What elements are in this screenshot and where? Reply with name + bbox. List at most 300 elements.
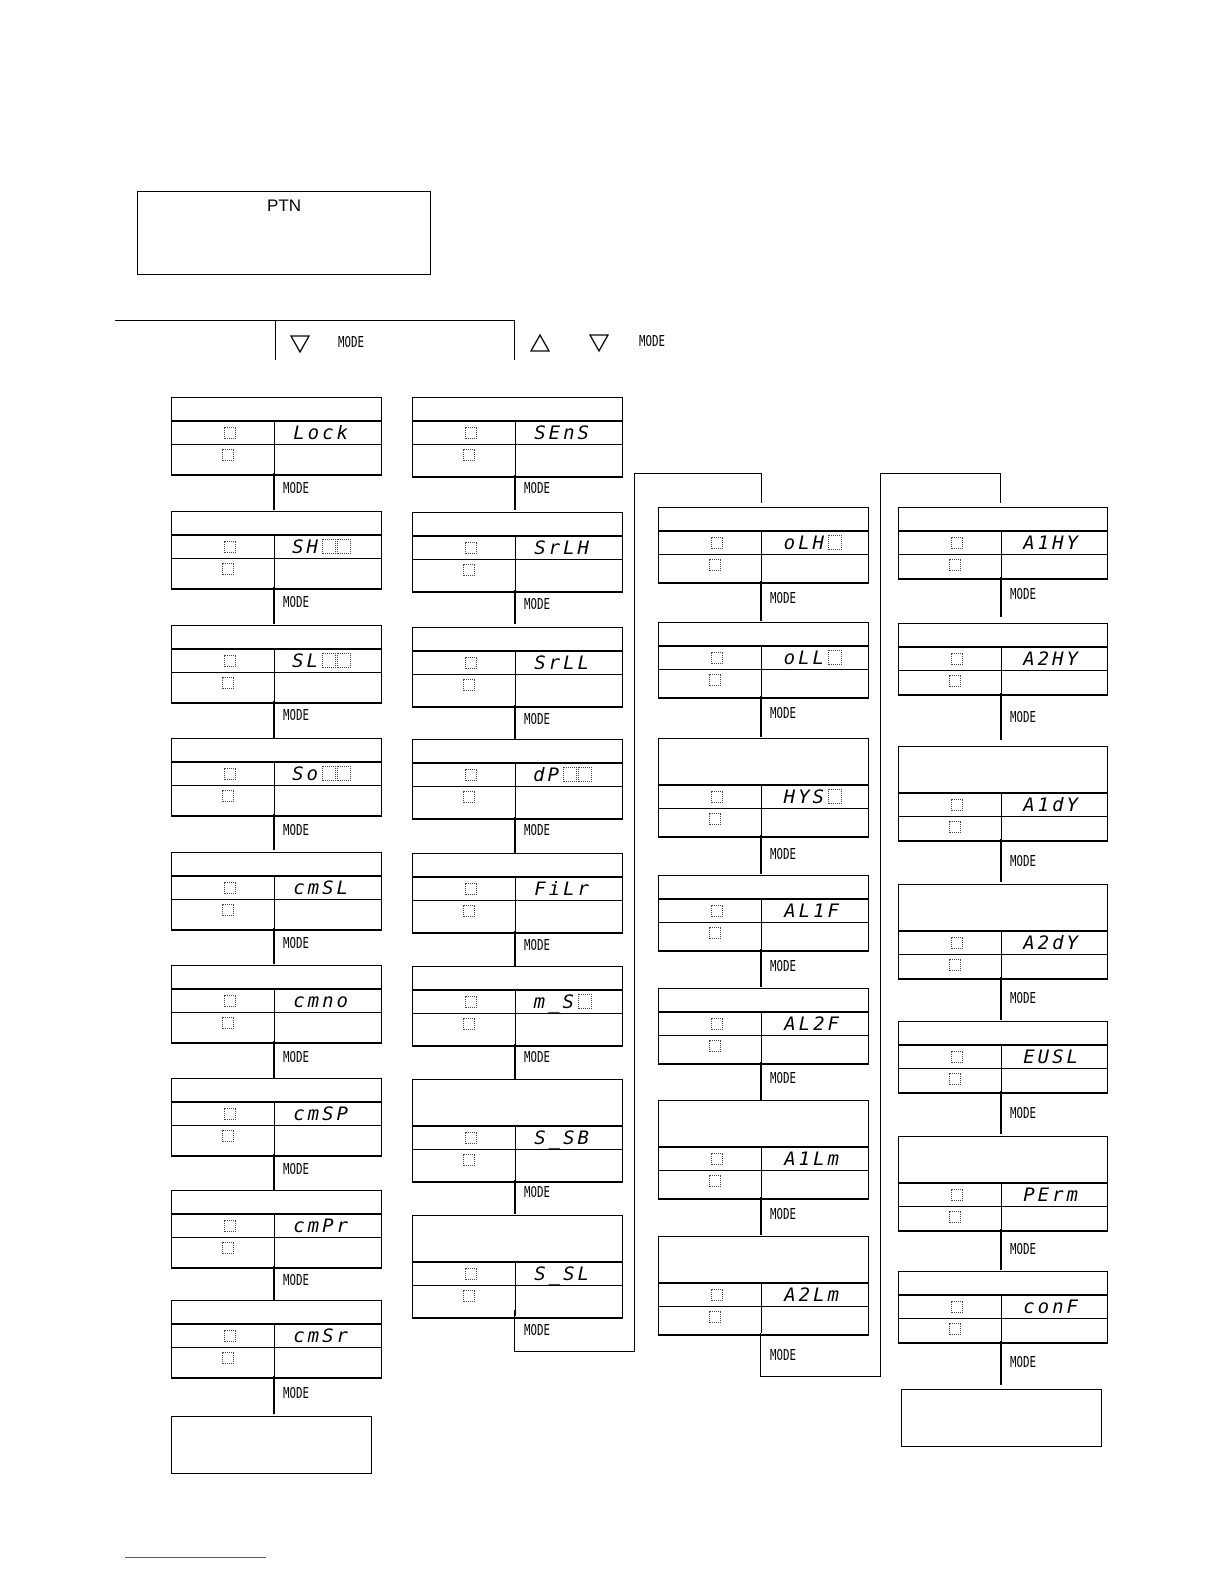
indicator-square-icon bbox=[711, 791, 723, 803]
card-divider bbox=[515, 764, 516, 788]
card-row-value bbox=[413, 900, 622, 931]
mode-key-label: MODE bbox=[283, 1384, 310, 1402]
digit-placeholder-icon bbox=[337, 766, 351, 781]
parameter-code-text: AL1F bbox=[784, 900, 842, 922]
indicator-square-icon bbox=[222, 1242, 234, 1254]
parameter-code bbox=[784, 901, 842, 921]
flow-connector bbox=[514, 1180, 516, 1214]
down-key-icon bbox=[289, 334, 311, 354]
indicator-square-icon bbox=[222, 790, 234, 802]
parameter-code-text: SrLH bbox=[534, 537, 592, 559]
digit-placeholder-icon bbox=[322, 653, 336, 668]
parameter-code bbox=[1023, 1297, 1081, 1317]
indicator-square-icon bbox=[222, 677, 234, 689]
indicator-square-icon bbox=[463, 1154, 475, 1166]
parameter-code bbox=[293, 1326, 351, 1346]
down-key-icon bbox=[588, 333, 610, 353]
end-box-2 bbox=[901, 1389, 1102, 1447]
indicator-square-icon bbox=[222, 1017, 234, 1029]
digit-placeholder-icon bbox=[578, 767, 592, 782]
flow-connector bbox=[1000, 1341, 1002, 1385]
card-divider bbox=[761, 809, 762, 835]
indicator-square-icon bbox=[222, 904, 234, 916]
card-row-code bbox=[899, 930, 1107, 956]
parameter-code bbox=[534, 879, 592, 899]
menu-card bbox=[898, 623, 1108, 696]
mode-key-label: MODE bbox=[283, 934, 310, 952]
parameter-code-text: EUSL bbox=[1023, 1046, 1081, 1068]
mode-key-label: MODE bbox=[770, 1346, 797, 1364]
indicator-square-icon bbox=[949, 675, 961, 687]
flow-connector bbox=[273, 1266, 275, 1300]
card-row-value bbox=[899, 1318, 1107, 1341]
parameter-code bbox=[1023, 1185, 1081, 1205]
card-row-code bbox=[899, 1294, 1107, 1320]
mode-key-label: MODE bbox=[770, 704, 797, 722]
parameter-code-text: SrLL bbox=[534, 652, 592, 674]
indicator-square-icon bbox=[224, 427, 236, 439]
card-divider bbox=[1001, 955, 1002, 977]
mode-key-label: MODE bbox=[1010, 708, 1037, 726]
card-row-code bbox=[413, 1125, 622, 1151]
indicator-square-icon bbox=[465, 769, 477, 781]
card-divider bbox=[1001, 1184, 1002, 1208]
menu-card bbox=[658, 507, 869, 584]
indicator-square-icon bbox=[224, 541, 236, 553]
parameter-code bbox=[534, 423, 592, 443]
mode-key-label: MODE bbox=[1010, 1240, 1037, 1258]
parameter-code-text: A1Lm bbox=[784, 1148, 842, 1170]
parameter-code-text: cmno bbox=[293, 990, 351, 1012]
card-row-code bbox=[659, 1011, 868, 1037]
digit-placeholder-icon bbox=[337, 653, 351, 668]
flow-connector bbox=[760, 835, 762, 874]
menu-card bbox=[412, 397, 623, 478]
card-row-value bbox=[172, 899, 381, 928]
header-divider-2 bbox=[514, 320, 515, 360]
card-divider bbox=[515, 675, 516, 705]
indicator-square-icon bbox=[463, 449, 475, 461]
card-row-code bbox=[172, 648, 381, 674]
card-divider bbox=[274, 1103, 275, 1127]
connector-col4-top bbox=[880, 473, 1001, 474]
header-mode-label-1: MODE bbox=[338, 333, 365, 351]
card-row-code bbox=[172, 875, 381, 901]
card-row-value bbox=[172, 672, 381, 701]
flow-connector bbox=[273, 814, 275, 850]
mode-key-label: MODE bbox=[524, 479, 551, 497]
card-row-code bbox=[413, 876, 622, 902]
indicator-square-icon bbox=[465, 427, 477, 439]
indicator-square-icon bbox=[711, 1018, 723, 1030]
card-row-value bbox=[413, 786, 622, 817]
menu-card bbox=[658, 988, 869, 1065]
parameter-code-text: conF bbox=[1023, 1296, 1081, 1318]
card-row-code bbox=[172, 761, 381, 787]
card-row-code bbox=[172, 420, 381, 446]
parameter-code-text: S_SL bbox=[534, 1263, 592, 1285]
card-row-code bbox=[659, 784, 868, 810]
indicator-square-icon bbox=[709, 1040, 721, 1052]
parameter-code bbox=[293, 991, 351, 1011]
flow-connector bbox=[1000, 1091, 1002, 1134]
parameter-code-text: cmSr bbox=[293, 1325, 351, 1347]
connector-col3-bottom bbox=[760, 1376, 881, 1377]
parameter-code-text: SEnS bbox=[534, 422, 592, 444]
indicator-square-icon bbox=[465, 1268, 477, 1280]
card-divider bbox=[274, 673, 275, 701]
indicator-square-icon bbox=[711, 652, 723, 664]
mode-key-label: MODE bbox=[770, 1205, 797, 1223]
menu-card bbox=[898, 1136, 1108, 1232]
card-divider bbox=[515, 560, 516, 590]
card-divider bbox=[1001, 1069, 1002, 1091]
indicator-square-icon bbox=[224, 882, 236, 894]
card-row-code bbox=[899, 1182, 1107, 1208]
connector-col2-bottom bbox=[514, 1351, 634, 1352]
indicator-square-icon bbox=[465, 883, 477, 895]
menu-card bbox=[171, 1078, 382, 1157]
indicator-square-icon bbox=[951, 937, 963, 949]
parameter-code bbox=[784, 1285, 842, 1305]
menu-card bbox=[898, 1271, 1108, 1344]
indicator-square-icon bbox=[709, 674, 721, 686]
indicator-square-icon bbox=[463, 1018, 475, 1030]
parameter-code bbox=[293, 878, 351, 898]
indicator-square-icon bbox=[465, 1132, 477, 1144]
indicator-square-icon bbox=[222, 1130, 234, 1142]
parameter-code bbox=[784, 1149, 842, 1169]
parameter-code bbox=[784, 1014, 842, 1034]
menu-card bbox=[171, 625, 382, 704]
card-divider bbox=[515, 878, 516, 902]
card-divider bbox=[274, 763, 275, 787]
indicator-square-icon bbox=[463, 1290, 475, 1302]
parameter-code-text: cmSL bbox=[293, 877, 351, 899]
card-row-code bbox=[899, 646, 1107, 672]
mode-key-label: MODE bbox=[283, 1160, 310, 1178]
card-divider bbox=[761, 532, 762, 556]
card-row-code bbox=[413, 1261, 622, 1287]
card-row-value bbox=[413, 674, 622, 705]
menu-card bbox=[412, 1079, 623, 1183]
digit-placeholder-icon bbox=[828, 650, 842, 665]
flow-connector bbox=[273, 1041, 275, 1078]
card-row-value bbox=[413, 1013, 622, 1044]
indicator-square-icon bbox=[951, 1301, 963, 1313]
card-divider bbox=[1001, 817, 1002, 839]
indicator-square-icon bbox=[949, 1211, 961, 1223]
indicator-square-icon bbox=[711, 1153, 723, 1165]
card-row-code bbox=[413, 989, 622, 1015]
indicator-square-icon bbox=[709, 1175, 721, 1187]
flow-connector bbox=[514, 590, 516, 624]
flow-connector bbox=[273, 473, 275, 510]
card-divider bbox=[761, 900, 762, 924]
parameter-code bbox=[293, 423, 351, 443]
card-divider bbox=[515, 537, 516, 561]
card-row-code bbox=[172, 1101, 381, 1127]
flow-connector bbox=[273, 1154, 275, 1190]
card-divider bbox=[274, 990, 275, 1014]
flow-connector bbox=[273, 587, 275, 624]
flow-connector bbox=[1000, 1229, 1002, 1270]
card-row-code bbox=[899, 1044, 1107, 1070]
parameter-code bbox=[784, 648, 842, 668]
card-divider bbox=[274, 1325, 275, 1349]
card-row-value bbox=[659, 1035, 868, 1062]
indicator-square-icon bbox=[709, 813, 721, 825]
flow-connector bbox=[273, 701, 275, 738]
card-divider bbox=[1001, 1296, 1002, 1320]
menu-card bbox=[658, 875, 869, 952]
mode-key-label: MODE bbox=[524, 1183, 551, 1201]
indicator-square-icon bbox=[222, 563, 234, 575]
mode-key-label: MODE bbox=[1010, 1104, 1037, 1122]
card-row-code bbox=[413, 650, 622, 676]
indicator-square-icon bbox=[224, 1220, 236, 1232]
mode-key-label: MODE bbox=[283, 821, 310, 839]
card-divider bbox=[274, 1126, 275, 1154]
mode-key-label: MODE bbox=[283, 1048, 310, 1066]
card-divider bbox=[761, 555, 762, 581]
connector-col2-up bbox=[634, 473, 635, 1352]
mode-key-label: MODE bbox=[283, 479, 310, 497]
menu-card bbox=[658, 1100, 869, 1200]
digit-placeholder-icon bbox=[828, 535, 842, 550]
card-divider bbox=[761, 786, 762, 810]
card-divider bbox=[274, 422, 275, 446]
flow-connector bbox=[1000, 977, 1002, 1020]
parameter-code bbox=[534, 653, 592, 673]
mode-key-label: MODE bbox=[524, 710, 551, 728]
indicator-square-icon bbox=[224, 768, 236, 780]
parameter-code-text: FiLr bbox=[534, 878, 592, 900]
indicator-square-icon bbox=[949, 821, 961, 833]
mode-key-label: MODE bbox=[524, 595, 551, 613]
card-divider bbox=[761, 923, 762, 949]
parameter-code-text: AL2F bbox=[784, 1013, 842, 1035]
mode-key-label: MODE bbox=[524, 936, 551, 954]
card-divider bbox=[1001, 671, 1002, 693]
up-key-icon bbox=[529, 333, 551, 353]
card-divider bbox=[761, 1307, 762, 1333]
parameter-code-text: dP bbox=[533, 764, 562, 786]
parameter-code bbox=[1023, 533, 1081, 553]
digit-placeholder-icon bbox=[337, 539, 351, 554]
indicator-square-icon bbox=[709, 1311, 721, 1323]
indicator-square-icon bbox=[465, 996, 477, 1008]
mode-key-label: MODE bbox=[283, 593, 310, 611]
menu-card bbox=[898, 884, 1108, 980]
card-divider bbox=[274, 900, 275, 928]
digit-placeholder-icon bbox=[563, 767, 577, 782]
flow-connector bbox=[514, 817, 516, 853]
mode-key-label: MODE bbox=[1010, 989, 1037, 1007]
card-row-code bbox=[172, 1323, 381, 1349]
parameter-code bbox=[293, 1104, 351, 1124]
indicator-square-icon bbox=[711, 905, 723, 917]
card-divider bbox=[515, 901, 516, 931]
card-row-value bbox=[172, 1012, 381, 1041]
digit-placeholder-icon bbox=[828, 789, 842, 804]
parameter-code bbox=[784, 787, 842, 807]
card-divider bbox=[515, 652, 516, 676]
card-row-code bbox=[899, 792, 1107, 818]
card-divider bbox=[274, 559, 275, 587]
card-row-value bbox=[659, 554, 868, 581]
end-box-1 bbox=[171, 1416, 372, 1474]
menu-card bbox=[171, 852, 382, 931]
mode-key-label: MODE bbox=[770, 845, 797, 863]
flow-connector bbox=[1000, 577, 1002, 617]
card-row-value bbox=[899, 670, 1107, 693]
card-divider bbox=[761, 1284, 762, 1308]
card-row-value bbox=[899, 816, 1107, 839]
card-row-value bbox=[172, 785, 381, 814]
parameter-code-text: A2Lm bbox=[784, 1284, 842, 1306]
indicator-square-icon bbox=[949, 1323, 961, 1335]
indicator-square-icon bbox=[463, 905, 475, 917]
card-divider bbox=[1001, 648, 1002, 672]
menu-card bbox=[898, 1021, 1108, 1094]
menu-card bbox=[412, 966, 623, 1047]
card-divider bbox=[515, 445, 516, 475]
card-row-value bbox=[413, 1285, 622, 1316]
card-divider bbox=[274, 445, 275, 473]
card-divider bbox=[274, 877, 275, 901]
digit-placeholder-icon bbox=[322, 766, 336, 781]
card-divider bbox=[274, 1013, 275, 1041]
card-divider bbox=[274, 536, 275, 560]
parameter-code bbox=[1023, 795, 1081, 815]
footer-link-underline bbox=[125, 1557, 266, 1558]
card-row-value bbox=[172, 1237, 381, 1266]
connector-col3-down bbox=[760, 1340, 761, 1377]
indicator-square-icon bbox=[465, 657, 477, 669]
card-row-code bbox=[659, 898, 868, 924]
header-divider-1 bbox=[275, 320, 276, 360]
indicator-square-icon bbox=[711, 1289, 723, 1301]
menu-card bbox=[171, 1190, 382, 1269]
indicator-square-icon bbox=[951, 653, 963, 665]
menu-card bbox=[412, 1215, 623, 1319]
connector-col2-down bbox=[514, 1310, 515, 1352]
indicator-square-icon bbox=[711, 537, 723, 549]
card-row-code bbox=[659, 645, 868, 671]
card-divider bbox=[761, 1013, 762, 1037]
card-row-value bbox=[413, 559, 622, 590]
mode-key-label: MODE bbox=[524, 821, 551, 839]
indicator-square-icon bbox=[949, 559, 961, 571]
card-row-code bbox=[899, 530, 1107, 556]
parameter-code-text: HYS bbox=[783, 786, 827, 808]
card-divider bbox=[761, 1036, 762, 1062]
card-divider bbox=[515, 422, 516, 446]
card-row-value bbox=[659, 1170, 868, 1197]
card-divider bbox=[274, 786, 275, 814]
parameter-code-text: PErm bbox=[1023, 1184, 1081, 1206]
menu-card bbox=[412, 512, 623, 593]
indicator-square-icon bbox=[951, 799, 963, 811]
parameter-code-text: oLH bbox=[783, 532, 827, 554]
card-divider bbox=[1001, 932, 1002, 956]
connector-col3-top bbox=[634, 473, 762, 474]
mode-key-label: MODE bbox=[1010, 852, 1037, 870]
mode-key-label: MODE bbox=[770, 1069, 797, 1087]
card-row-code bbox=[413, 535, 622, 561]
flow-connector bbox=[514, 1044, 516, 1080]
card-divider bbox=[274, 1215, 275, 1239]
parameter-code-text: cmSP bbox=[293, 1103, 351, 1125]
menu-card bbox=[898, 507, 1108, 580]
connector-col3-entry bbox=[761, 473, 762, 503]
ptn-label: PTN bbox=[267, 196, 301, 215]
parameter-code bbox=[1023, 649, 1081, 669]
menu-card bbox=[412, 853, 623, 934]
indicator-square-icon bbox=[951, 1189, 963, 1201]
indicator-square-icon bbox=[222, 1352, 234, 1364]
parameter-code-text: A1dY bbox=[1023, 794, 1081, 816]
indicator-square-icon bbox=[951, 537, 963, 549]
card-divider bbox=[1001, 1207, 1002, 1229]
mode-key-label: MODE bbox=[770, 589, 797, 607]
indicator-square-icon bbox=[224, 655, 236, 667]
menu-card bbox=[658, 622, 869, 699]
indicator-square-icon bbox=[224, 995, 236, 1007]
card-row-value bbox=[413, 1149, 622, 1180]
indicator-square-icon bbox=[222, 449, 234, 461]
digit-placeholder-icon bbox=[578, 994, 592, 1009]
parameter-code bbox=[292, 764, 351, 784]
flow-connector bbox=[1000, 839, 1002, 882]
parameter-code bbox=[784, 533, 842, 553]
parameter-code bbox=[1023, 933, 1081, 953]
parameter-code bbox=[533, 765, 592, 785]
parameter-code-text: SL bbox=[292, 650, 321, 672]
card-divider bbox=[761, 1148, 762, 1172]
card-row-code bbox=[413, 762, 622, 788]
parameter-code-text: A2dY bbox=[1023, 932, 1081, 954]
parameter-code-text: m_S bbox=[533, 991, 577, 1013]
mode-key-label: MODE bbox=[1010, 585, 1037, 603]
card-row-value bbox=[899, 954, 1107, 977]
card-row-value bbox=[659, 669, 868, 696]
card-divider bbox=[761, 647, 762, 671]
card-divider bbox=[274, 650, 275, 674]
flow-connector bbox=[514, 931, 516, 966]
header-rule bbox=[115, 320, 514, 321]
menu-card bbox=[658, 738, 869, 838]
indicator-square-icon bbox=[465, 542, 477, 554]
card-divider bbox=[1001, 1319, 1002, 1341]
flow-connector bbox=[760, 1062, 762, 1100]
indicator-square-icon bbox=[951, 1051, 963, 1063]
card-divider bbox=[515, 1263, 516, 1287]
flow-connector bbox=[514, 475, 516, 510]
card-row-code bbox=[172, 1213, 381, 1239]
card-divider bbox=[274, 1348, 275, 1376]
card-row-code bbox=[172, 988, 381, 1014]
parameter-code bbox=[534, 538, 592, 558]
flow-connector bbox=[273, 928, 275, 964]
card-divider bbox=[515, 991, 516, 1015]
parameter-code bbox=[534, 1128, 592, 1148]
card-divider bbox=[1001, 555, 1002, 577]
connector-col3-up bbox=[880, 473, 881, 1377]
card-row-code bbox=[413, 420, 622, 446]
indicator-square-icon bbox=[709, 927, 721, 939]
